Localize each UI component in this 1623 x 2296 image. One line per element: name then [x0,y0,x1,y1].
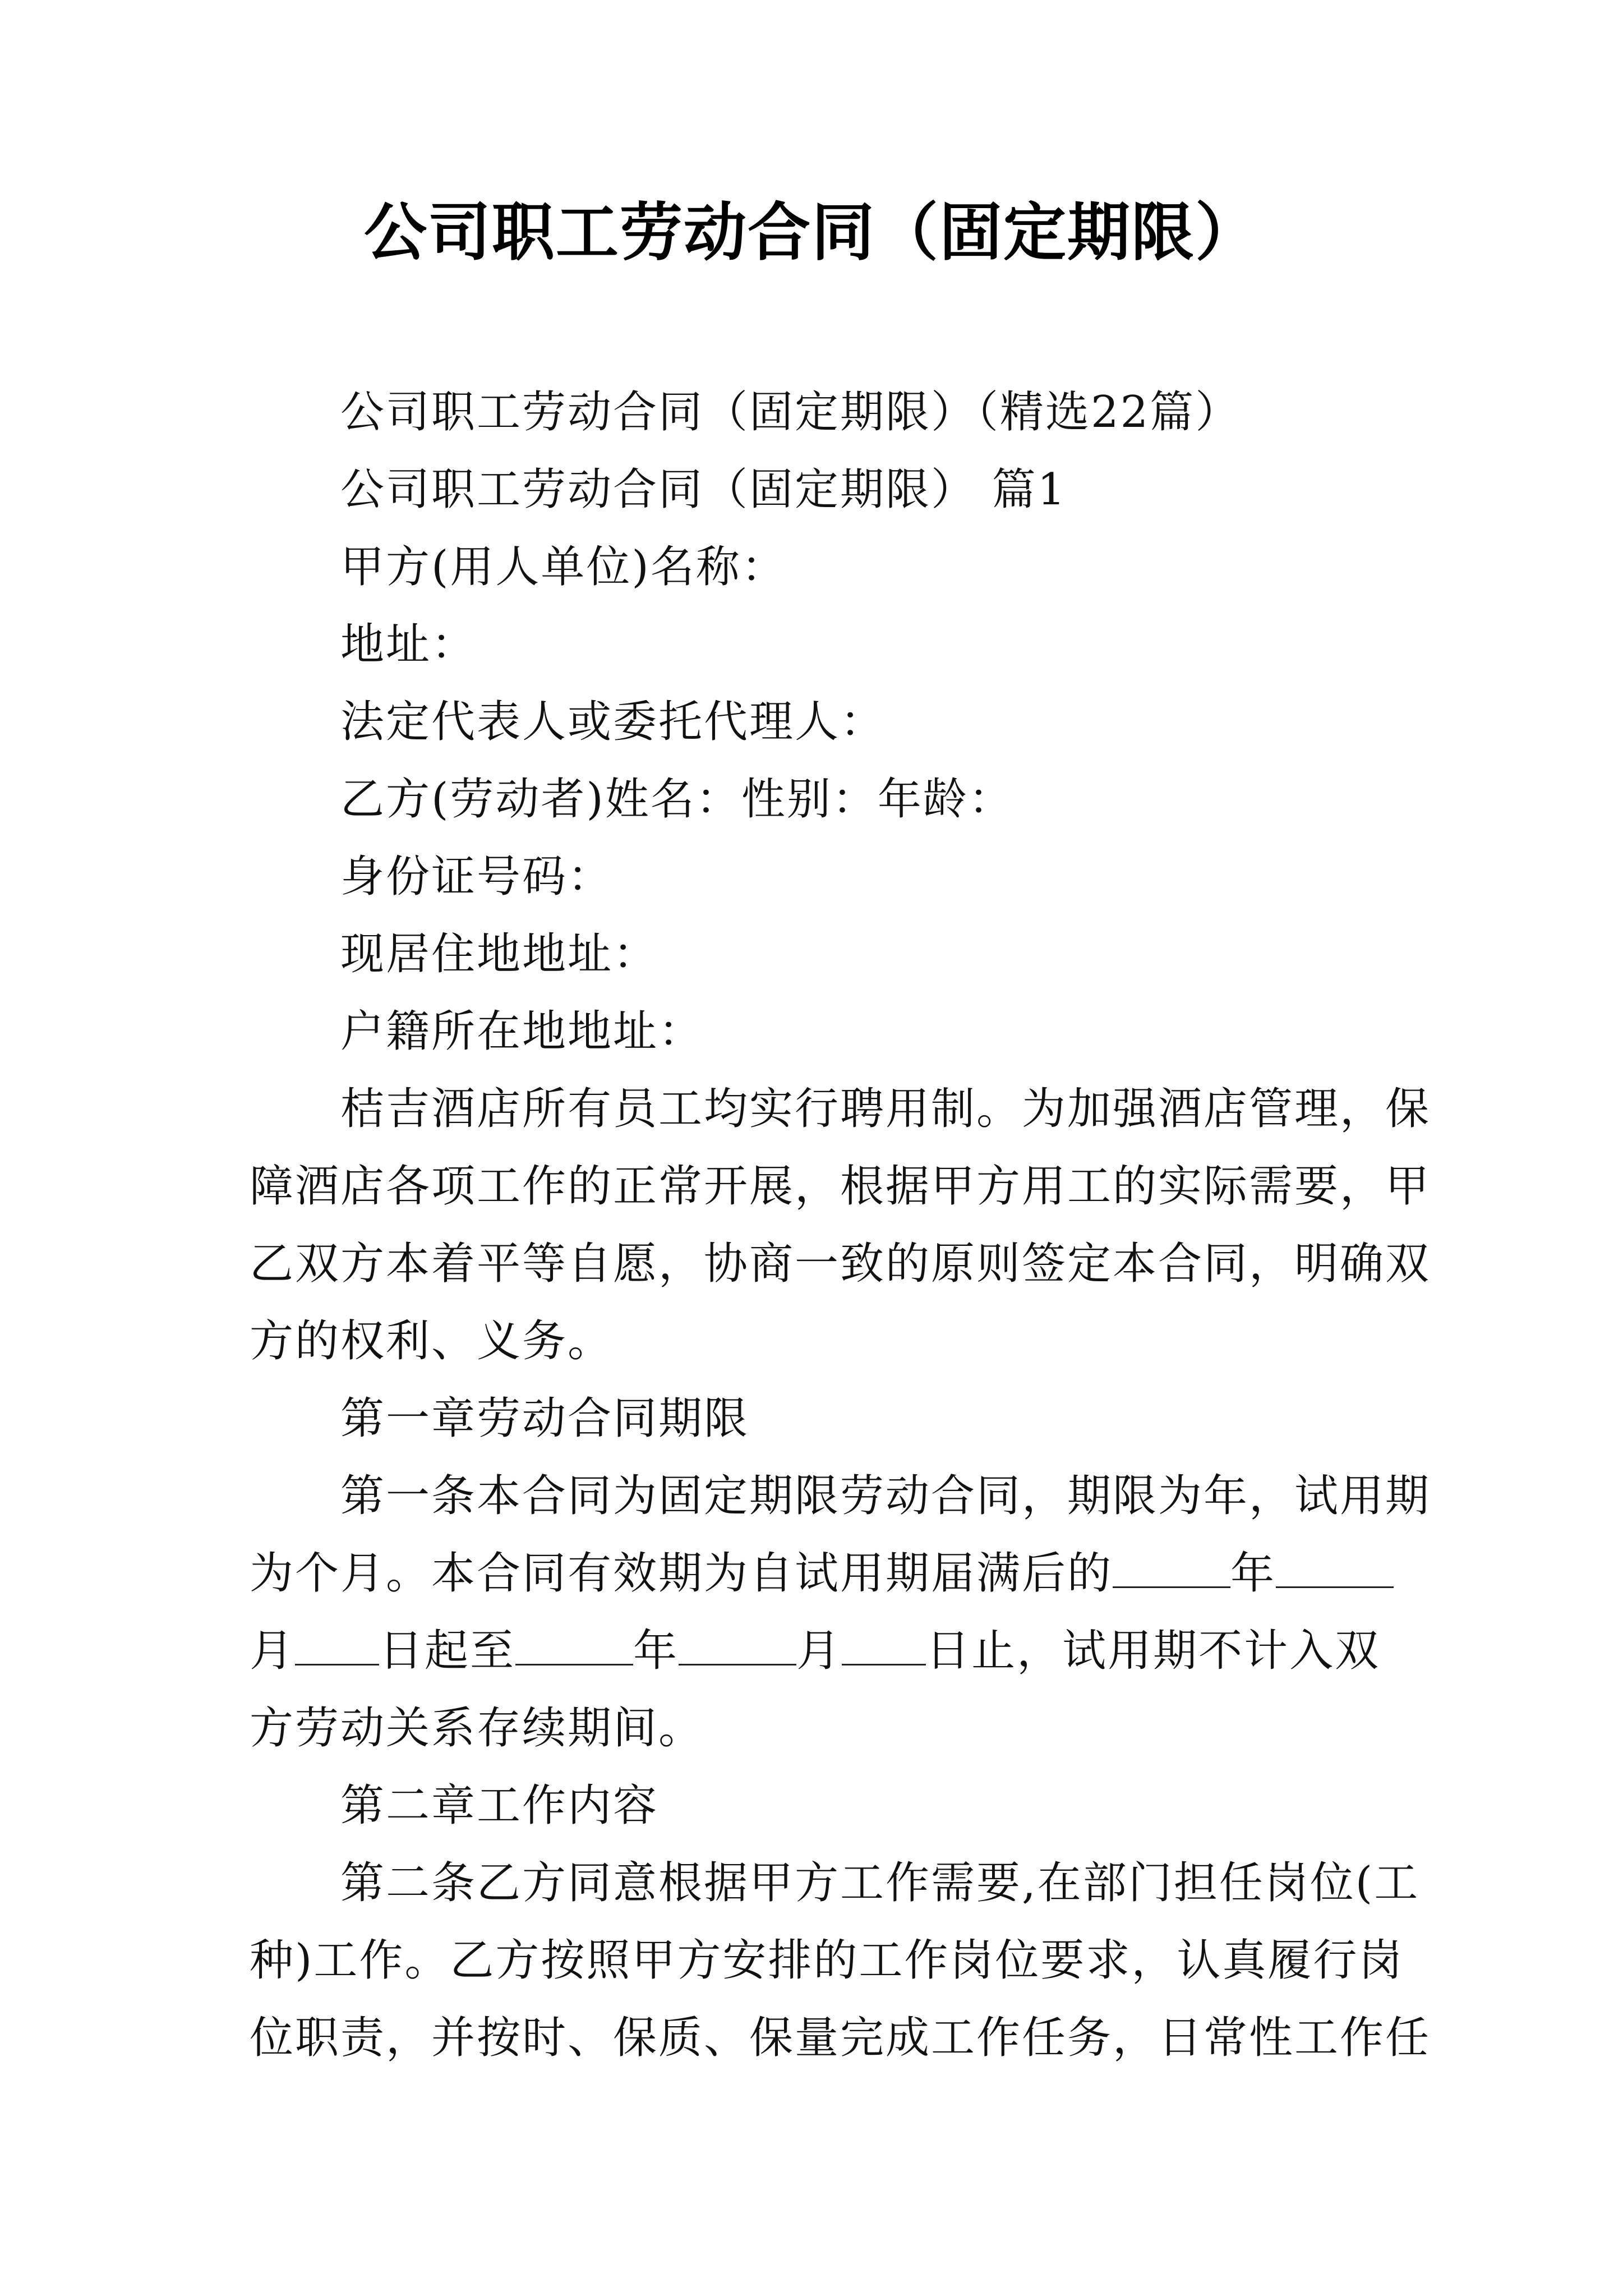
blank-field [842,1630,926,1665]
field-household-address: 户籍所在地地址： [340,1006,704,1057]
field-current-address: 现居住地地址： [340,929,659,979]
paragraph-line: 桔吉酒店所有员工均实行聘用制。为加强酒店管理，保 [340,1084,1431,1134]
field-employee-info: 乙方(劳动者)姓名：性别：年龄： [340,774,1014,825]
chapter-heading: 第二章工作内容 [340,1780,659,1831]
document-title: 公司职工劳动合同（固定期限） [364,196,1259,269]
chapter-heading: 第一章劳动合同期限 [340,1393,750,1444]
blank-field [295,1630,379,1665]
paragraph-line: 方的权利、义务。 [250,1316,614,1366]
blank-field [515,1630,633,1665]
paragraph-line: 障酒店各项工作的正常开展，根据甲方用工的实际需要，甲 [250,1161,1431,1212]
text-segment: 月 [250,1626,296,1676]
field-id-number: 身份证号码： [340,852,614,902]
subtitle-line: 公司职工劳动合同（固定期限）（精选22篇） [340,387,1241,438]
field-address: 地址： [340,619,477,670]
paragraph-line: 方劳动关系存续期间。 [250,1703,704,1754]
blank-field [1113,1553,1230,1588]
paragraph-line: 种)工作。乙方按照甲方安排的工作岗位要求，认真履行岗 [250,1935,1404,1986]
text-segment: 为个月。本合同有效期为自试用期届满后的 [250,1548,1113,1599]
paragraph-line: 位职责，并按时、保质、保量完成工作任务，日常性工作任 [250,2013,1431,2063]
blank-field [679,1630,796,1665]
paragraph-line: 第一条本合同为固定期限劳动合同，期限为年，试用期 [340,1471,1431,1521]
document-body [250,374,1431,2077]
paragraph-line: 乙双方本着平等自愿，协商一致的原则签定本合同，明确双 [250,1239,1431,1289]
field-employer-name: 甲方(用人单位)名称： [340,542,787,592]
text-segment: 日止，试用期不计入双 [926,1626,1381,1676]
text-segment: 日起至 [379,1626,516,1676]
text-segment: 年 [633,1626,679,1676]
text-segment: 月 [796,1626,842,1676]
text-segment: 年 [1230,1548,1276,1599]
field-legal-representative: 法定代表人或委托代理人： [340,697,886,747]
paragraph-line [250,1612,1388,1690]
section-heading: 公司职工劳动合同（固定期限） 篇1 [340,464,1067,515]
blank-field [1276,1553,1394,1588]
paragraph-line [250,1535,1388,1612]
paragraph-line: 第二条乙方同意根据甲方工作需要,在部门担任岗位(工 [340,1858,1420,1908]
